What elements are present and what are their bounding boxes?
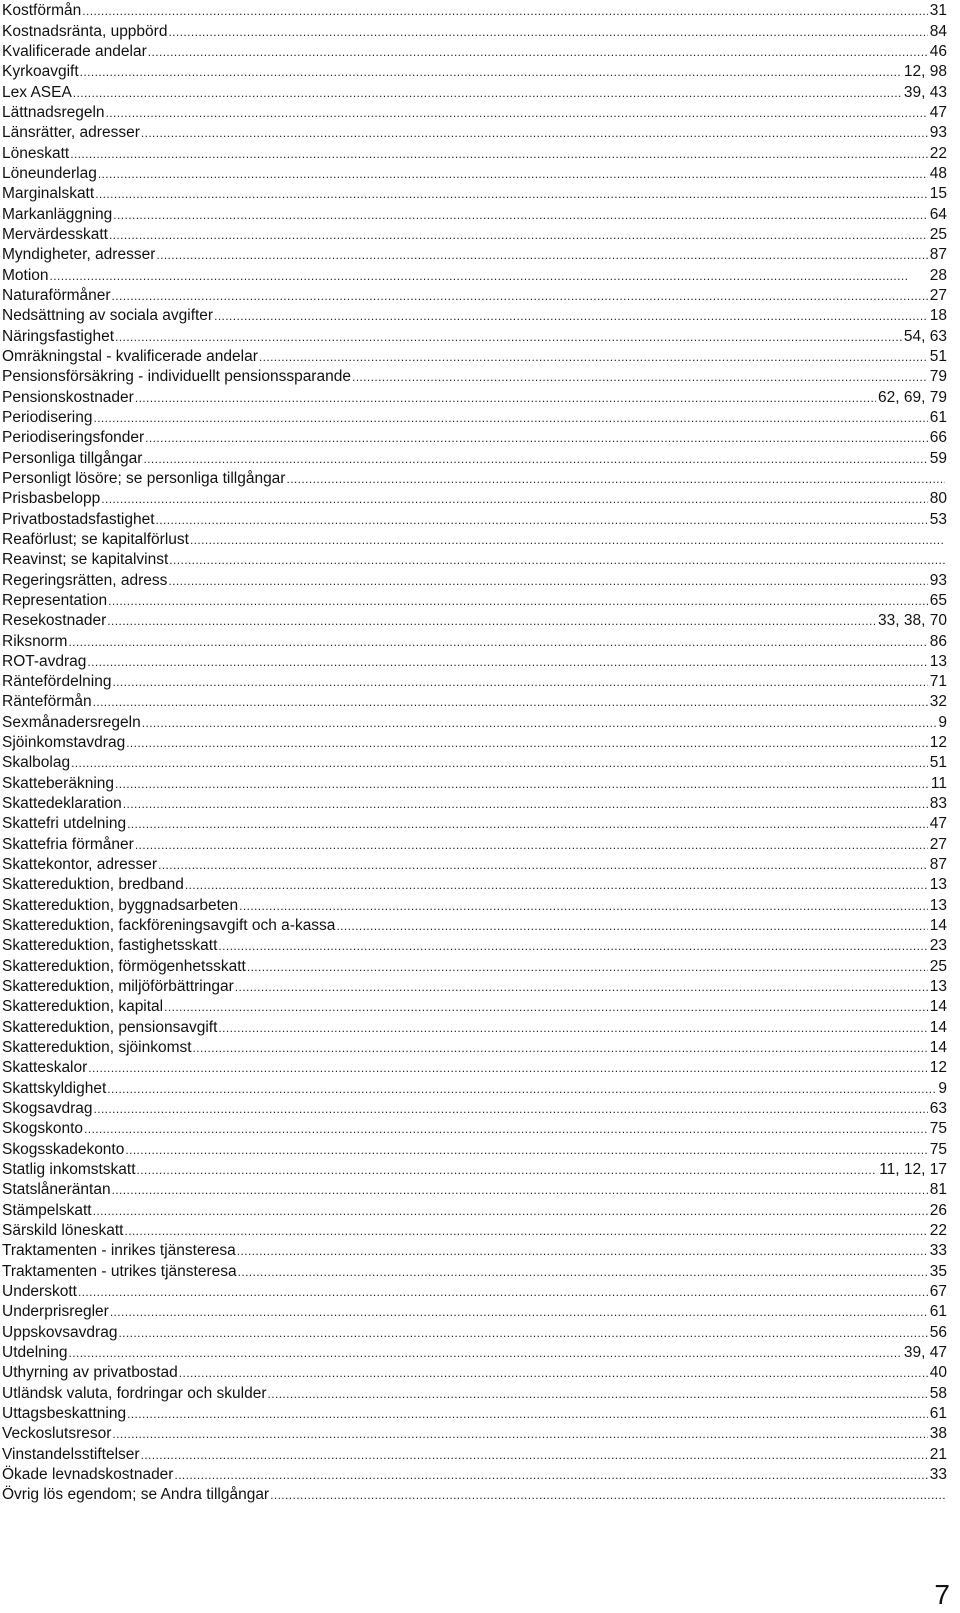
index-term: Riksnorm (2, 632, 68, 650)
index-term: Motion (2, 266, 49, 284)
index-term: Lättnadsregeln (2, 103, 105, 121)
index-term: Traktamenten - inrikes tjänsteresa (2, 1242, 236, 1260)
index-entry (2, 407, 947, 427)
dot-leader (247, 960, 928, 974)
dot-leader (123, 797, 928, 811)
index-entry (2, 1240, 947, 1260)
index-term: Personliga tillgångar (2, 449, 143, 467)
index-term: Kostförmån (2, 2, 82, 20)
index-entry (2, 894, 947, 914)
index-term: Traktamenten - utrikes tjänsteresa (2, 1262, 237, 1280)
index-entry (2, 772, 947, 792)
index-term: Löneunderlag (2, 164, 97, 182)
index-entry (2, 1077, 947, 1097)
index-term: Länsrätter, adresser (2, 124, 140, 142)
index-page-refs: 87 (929, 246, 947, 264)
index-term: Skogsskadekonto (2, 1140, 125, 1158)
index-term: Statlig inkomstskatt (2, 1161, 136, 1179)
index-entry (2, 1362, 947, 1382)
index-entry (2, 671, 947, 691)
dot-leader (109, 228, 928, 242)
dot-leader (93, 695, 928, 709)
dot-leader (93, 1204, 928, 1218)
index-term: Markanläggning (2, 205, 113, 223)
dot-leader (270, 1488, 945, 1502)
index-term: Stämpelskatt (2, 1201, 92, 1219)
index-entry (2, 0, 947, 20)
index-term: Särskild löneskatt (2, 1222, 124, 1240)
index-page-refs: 93 (929, 571, 947, 589)
index-entry (2, 20, 947, 40)
index-term: Underprisregler (2, 1303, 109, 1321)
index-term: Skattereduktion, kapital (2, 998, 164, 1016)
index-page-refs: 9 (938, 713, 947, 731)
index-entry (2, 1118, 947, 1138)
dot-leader (93, 1102, 927, 1116)
dot-leader (110, 1305, 928, 1319)
index-entry (2, 346, 947, 366)
dot-leader (238, 1265, 928, 1279)
index-term: Omräkningstal - kvalificerade andelar (2, 347, 258, 365)
index-term: Uthyrning av privatbostad (2, 1364, 178, 1382)
index-entry (2, 691, 947, 711)
index-term: Räntefördelning (2, 673, 112, 691)
index-entry (2, 325, 947, 345)
dot-leader (88, 1061, 927, 1075)
index-page-refs: 35 (929, 1262, 947, 1280)
index-page-refs: 14 (929, 998, 947, 1016)
dot-leader (235, 980, 928, 994)
index-entry (2, 244, 947, 264)
index-entry (2, 203, 947, 223)
index-page-refs: 28 (929, 266, 947, 284)
index-term: Skogsavdrag (2, 1100, 93, 1118)
index-page-refs: 14 (929, 1018, 947, 1036)
index-page-refs: 75 (929, 1140, 947, 1158)
index-page-refs: 15 (929, 185, 947, 203)
index-entry (2, 1098, 947, 1118)
index-term: Skattereduktion, pensionsavgift (2, 1018, 218, 1036)
index-entry (2, 590, 947, 610)
index-page-refs: 12 (929, 1059, 947, 1077)
index-page-refs: 51 (929, 754, 947, 772)
dot-leader (95, 187, 928, 201)
index-entry (2, 610, 947, 630)
index-term: Reaförlust; se kapitalförlust (2, 530, 189, 548)
index-entry (2, 955, 947, 975)
index-term: Resekostnader (2, 612, 107, 630)
index-page-refs: 14 (929, 1039, 947, 1057)
index-entry (2, 447, 947, 467)
index-page-refs: 54, 63 (903, 327, 947, 345)
index-term: Representation (2, 591, 108, 609)
index-page-refs: 61 (929, 408, 947, 426)
index-entry (2, 1016, 947, 1036)
index-entry (2, 1301, 947, 1321)
index-page-refs: 48 (929, 164, 947, 182)
index-page-refs: 67 (929, 1283, 947, 1300)
index-entry (2, 427, 947, 447)
dot-leader (193, 1041, 928, 1055)
index-page-refs: 25 (929, 957, 947, 975)
index-term: Skattskyldighet (2, 1079, 107, 1097)
index-entry (2, 1423, 947, 1443)
index-term: Kyrkoavgift (2, 63, 79, 81)
dot-leader (218, 939, 927, 953)
dot-leader (50, 269, 928, 283)
index-term: Sexmånadersregeln (2, 713, 141, 731)
index-page-refs: 80 (929, 490, 947, 508)
index-entry (2, 630, 947, 650)
dot-leader (168, 574, 927, 588)
dot-leader (156, 248, 927, 262)
index-term: Ränteförmån (2, 693, 92, 711)
index-page-refs: 81 (929, 1181, 947, 1199)
dot-leader (106, 106, 928, 120)
index-page-refs: 56 (929, 1323, 947, 1341)
dot-leader (107, 1082, 936, 1096)
index-page-refs: 22 (929, 144, 947, 162)
index-term: Skattereduktion, fackföreningsavgift och a-kassa (2, 917, 336, 935)
dot-leader (112, 675, 927, 689)
index-page-refs: 33 (929, 1465, 947, 1483)
dot-leader (127, 817, 928, 831)
index-term: Skattefria förmåner (2, 835, 134, 853)
dot-leader (259, 350, 928, 364)
index-page-refs: 33, 38, 70 (878, 612, 947, 630)
dot-leader (190, 533, 945, 547)
dot-leader (125, 1143, 927, 1157)
index-entry (2, 1382, 947, 1402)
dot-leader (141, 1448, 928, 1462)
index-entry (2, 1057, 947, 1077)
dot-leader (137, 1163, 878, 1177)
index-page-refs: 86 (929, 632, 947, 650)
index-entry (2, 529, 947, 549)
index-term: Lex ASEA (2, 83, 72, 101)
dot-leader (118, 1326, 927, 1340)
dot-leader (164, 1000, 928, 1014)
dot-leader (352, 370, 928, 384)
index-term: Skattekontor, adresser (2, 856, 158, 874)
index-term: Naturaförmåner (2, 286, 111, 304)
index-page-refs: 18 (929, 307, 947, 325)
index-entry (2, 651, 947, 671)
index-page-refs: 79 (929, 368, 947, 386)
index-term: Skattereduktion, byggnadsarbeten (2, 896, 239, 914)
dot-leader (93, 411, 927, 425)
index-page-refs: 83 (929, 795, 947, 813)
index-term: ROT-avdrag (2, 652, 87, 670)
index-term: Myndigheter, adresser (2, 246, 156, 264)
index-page-refs: 12, 98 (903, 63, 947, 81)
index-entry (2, 488, 947, 508)
index-page-refs: 27 (929, 835, 947, 853)
index-term: Skogskonto (2, 1120, 83, 1138)
index-entry (2, 833, 947, 853)
index-page-refs: 14 (929, 917, 947, 935)
index-page-refs: 47 (929, 103, 947, 121)
index-page-refs: 13 (929, 978, 947, 996)
index-entry (2, 813, 947, 833)
index-term: Nedsättning av sociala avgifter (2, 307, 214, 325)
index-page-refs: 84 (929, 22, 947, 40)
index-page-refs: 26 (929, 1201, 947, 1219)
index-term: Övrig lös egendom; se Andra tillgångar (2, 1486, 270, 1504)
index-entry (2, 935, 947, 955)
dot-leader (108, 594, 928, 608)
index-term: Uttagsbeskattning (2, 1404, 127, 1422)
index-page-refs: 46 (929, 42, 947, 60)
index-term: Veckoslutsresor (2, 1425, 112, 1443)
index-entry (2, 1199, 947, 1219)
index-page-refs: 58 (929, 1384, 947, 1402)
index-entry (2, 163, 947, 183)
index-page-refs: 40 (929, 1364, 947, 1382)
index-entry (2, 366, 947, 386)
index-page-refs: 22 (929, 1222, 947, 1240)
index-entry (2, 915, 947, 935)
dot-leader (107, 614, 876, 628)
dot-leader (142, 716, 937, 730)
index-entry (2, 1220, 947, 1240)
index-entry (2, 569, 947, 589)
dot-leader (127, 1407, 928, 1421)
index-entry (2, 142, 947, 162)
index-page-refs: 9 (938, 1079, 947, 1097)
dot-leader (70, 147, 928, 161)
index-term: Skattereduktion, förmögenhetsskatt (2, 957, 246, 975)
dot-leader (185, 878, 928, 892)
dot-leader (112, 1183, 928, 1197)
dot-leader (82, 4, 927, 18)
index-entry (2, 305, 947, 325)
index-entry (2, 183, 947, 203)
index-term: Regeringsrätten, adress (2, 571, 168, 589)
index-term: Utdelning (2, 1343, 68, 1361)
index-term: Personligt lösöre; se personliga tillgångar (2, 469, 286, 487)
index-entry (2, 996, 947, 1016)
dot-leader (84, 1122, 928, 1136)
dot-leader (268, 1387, 928, 1401)
index-term: Sjöinkomstavdrag (2, 734, 126, 752)
index-term: Skattereduktion, fastighetsskatt (2, 937, 218, 955)
dot-leader (214, 309, 928, 323)
index-entry (2, 1484, 947, 1504)
index-term: Skatteberäkning (2, 774, 115, 792)
index-term: Skalbolag (2, 754, 71, 772)
dot-leader (71, 756, 928, 770)
dot-leader (78, 1285, 928, 1299)
dot-leader (156, 513, 928, 527)
index-entry (2, 1260, 947, 1280)
dot-leader (158, 858, 928, 872)
dot-leader (148, 45, 928, 59)
index-page-refs: 87 (929, 856, 947, 874)
index-term: Pensionsförsäkring - individuellt pensionssparande (2, 368, 351, 386)
index-entry (2, 1321, 947, 1341)
index-page-refs: 47 (929, 815, 947, 833)
index-entry (2, 81, 947, 101)
index-page-refs: 11, 12, 17 (879, 1161, 947, 1179)
dot-leader (169, 553, 945, 567)
index-term: Underskott (2, 1283, 77, 1300)
index-page-refs: 38 (929, 1425, 947, 1443)
index-term: Skatteskalor (2, 1059, 88, 1077)
index-term: Näringsfastighet (2, 327, 115, 345)
dot-leader (69, 1346, 902, 1360)
index-entry (2, 264, 947, 284)
dot-leader (126, 736, 928, 750)
index-term: Utländsk valuta, fordringar och skulder (2, 1384, 267, 1402)
index-page-refs: 61 (929, 1404, 947, 1422)
index-entry (2, 1138, 947, 1158)
index-page-refs: 27 (929, 286, 947, 304)
dot-leader (135, 838, 928, 852)
dot-leader (112, 289, 928, 303)
dot-leader (87, 655, 927, 669)
index-page-refs: 62, 69, 79 (878, 388, 947, 406)
dot-leader (218, 1021, 927, 1035)
index-entry (2, 732, 947, 752)
index-page-refs: 21 (929, 1445, 947, 1463)
dot-leader (124, 1224, 927, 1238)
index-page-refs: 63 (929, 1100, 947, 1118)
index-page-refs: 51 (929, 347, 947, 365)
index-page-refs: 13 (929, 652, 947, 670)
dot-leader (174, 1468, 927, 1482)
index-entry (2, 468, 947, 488)
index-term: Reavinst; se kapitalvinst (2, 551, 169, 569)
index-term: Kvalificerade andelar (2, 42, 147, 60)
index-term: Statslåneräntan (2, 1181, 111, 1199)
dot-leader (112, 1427, 927, 1441)
dot-leader (237, 1244, 928, 1258)
dot-leader (73, 86, 902, 100)
page-number: 7 (934, 1579, 950, 1610)
index-page-refs: 65 (929, 591, 947, 609)
dot-leader (168, 25, 927, 39)
index-term: Pensionskostnader (2, 388, 134, 406)
index-list (2, 0, 947, 1504)
index-page-refs: 12 (929, 734, 947, 752)
dot-leader (101, 492, 928, 506)
index-page-refs: 11 (930, 774, 947, 792)
index-page-refs: 66 (929, 429, 947, 447)
index-term: Skattereduktion, miljöförbättringar (2, 978, 234, 996)
index-term: Skattefri utdelning (2, 815, 127, 833)
index-entry (2, 1179, 947, 1199)
index-entry (2, 1464, 947, 1484)
index-page-refs: 13 (929, 896, 947, 914)
index-entry (2, 1342, 947, 1362)
dot-leader (336, 919, 927, 933)
index-term: Skattereduktion, bredband (2, 876, 184, 894)
index-entry (2, 1443, 947, 1463)
index-page-refs: 39, 47 (903, 1343, 947, 1361)
index-page-refs: 75 (929, 1120, 947, 1138)
dot-leader (141, 126, 928, 140)
index-term: Prisbasbelopp (2, 490, 101, 508)
index-entry (2, 549, 947, 569)
index-term: Privatbostadsfastighet (2, 510, 155, 528)
index-term: Uppskovsavdrag (2, 1323, 118, 1341)
dot-leader (115, 777, 929, 791)
dot-leader (68, 635, 927, 649)
index-entry (2, 711, 947, 731)
index-page-refs: 31 (929, 2, 947, 20)
dot-leader (239, 899, 928, 913)
index-term: Skattedeklaration (2, 795, 122, 813)
index-page-refs: 64 (929, 205, 947, 223)
index-term: Marginalskatt (2, 185, 95, 203)
index-entry (2, 1037, 947, 1057)
dot-leader (98, 167, 928, 181)
index-term: Periodisering (2, 408, 93, 426)
index-entry (2, 1281, 947, 1301)
index-entry (2, 752, 947, 772)
index-page-refs: 13 (929, 876, 947, 894)
dot-leader (80, 65, 902, 79)
index-term: Vinstandelsstiftelser (2, 1445, 140, 1463)
index-entry (2, 102, 947, 122)
index-page-refs: 53 (929, 510, 947, 528)
index-page-refs: 71 (929, 673, 947, 691)
index-page-refs: 61 (929, 1303, 947, 1321)
index-entry (2, 61, 947, 81)
index-entry (2, 122, 947, 142)
index-entry (2, 1403, 947, 1423)
index-entry (2, 793, 947, 813)
index-entry (2, 976, 947, 996)
dot-leader (179, 1366, 928, 1380)
dot-leader (135, 391, 876, 405)
index-entry (2, 224, 947, 244)
index-term: Skattereduktion, sjöinkomst (2, 1039, 192, 1057)
index-page-refs: 33 (929, 1242, 947, 1260)
index-entry (2, 285, 947, 305)
dot-leader (143, 452, 927, 466)
dot-leader (115, 330, 902, 344)
index-page-refs: 23 (929, 937, 947, 955)
index-term: Ökade levnadskostnader (2, 1465, 174, 1483)
index-term: Kostnadsränta, uppbörd (2, 22, 168, 40)
index-entry (2, 41, 947, 61)
index-page-refs: 25 (929, 225, 947, 243)
index-entry (2, 874, 947, 894)
index-entry (2, 508, 947, 528)
index-entry (2, 1159, 947, 1179)
index-page-refs: 39, 43 (903, 83, 947, 101)
index-page-refs: 32 (929, 693, 947, 711)
index-entry (2, 386, 947, 406)
index-entry (2, 854, 947, 874)
dot-leader (145, 431, 928, 445)
index-term: Mervärdesskatt (2, 225, 108, 243)
dot-leader (286, 472, 945, 486)
index-term: Periodiseringsfonder (2, 429, 145, 447)
dot-leader (113, 208, 927, 222)
index-page-refs: 59 (929, 449, 947, 467)
index-page-refs: 93 (929, 124, 947, 142)
index-term: Löneskatt (2, 144, 70, 162)
